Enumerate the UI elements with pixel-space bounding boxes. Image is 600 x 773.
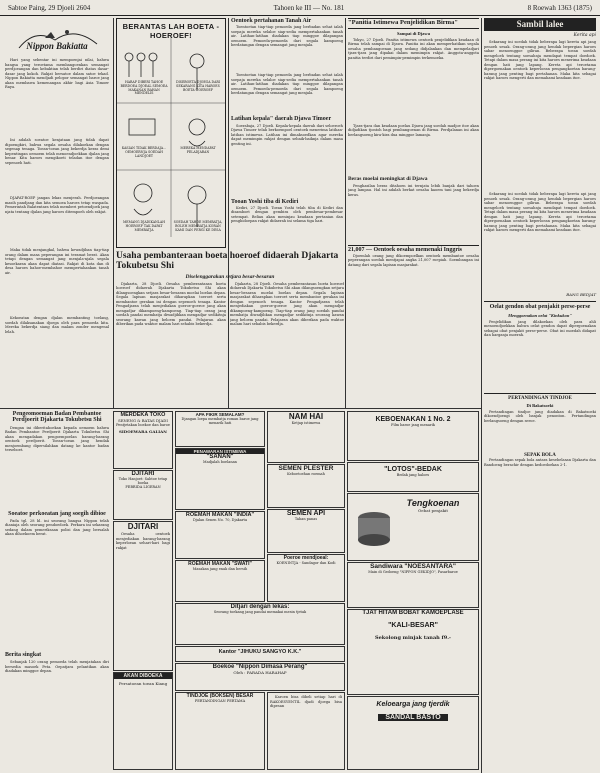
col4-body-3: Penghasilan beras ditahoen ini ternjata lebih banjak dari tahoen jang lampau. Hal ini adalah berkat oesaha kaoem tani jang bekerdja keras. [348,183,479,197]
bottom-headline-3: Berita singkat [5,651,42,658]
bottom-headline-2: Soeatoe perkoeatan jang soegih dibioe [8,510,106,517]
main-subhead: Diselenggarakan setjara besar-besaran [185,273,275,280]
ad-tjat-hitam: TJAT HITAM BOBAT KAMOEPLASE "KALI-BESAR" Sekolong minjak tanah f9.- [347,609,479,695]
col5-body-1b: Sekarang ini soedah tidak beberapa lagi kereta api jang penoeh sesak. Orang-orang jang hendak bepergian haroes sabar menoenggoe giliran. Beberapa toean soedah mengeloeh tentang soesahnja mendapat tempat doedoek. Tetapi dalam masa perang ini kita haroes menerima keadaan dengan hati jang lapang. Kereta api teroetama dipergoenakan oentoek keperloean pengangkoetan barang-barang jang penting bagi pertahanan. Maka kita sebagai rakjat haroes mengerti dan memahami keadaan itoe. [484,192,596,233]
column-rule [113,18,114,408]
col5-body-2: Penjelidikan jang dilakoekan oleh para ahli menoendjoekkan bahwa oelat gendon dapat dipergoenakan sebagai obat penjakit perse-perse. Obat ini moedah didapat dan harganja moerah. [484,319,596,338]
comic-caption-f: SOEDAH TAHOE MEMBATJA, BOLEH MEMBATJA KORAN KAMI DAN PERGI KE DESA [173,220,223,232]
col5-body-4: Pertandingan sepak bola antara kesebelasan Djakarta dan Bandoeng berachir dengan kedoedoekan 2-1. [484,458,596,467]
column-5 [484,18,596,530]
col3-body-1b: Toentoetan tiap-tiap pemoeda jang berbadan sehat ialah soepaja mereka selaloe siap-sedia mempertahankan tanah air. Latihan-latihan diadakan tiap minggoe dilapangan oemoem. Pemoeda-pemoeda dari segala kampoeng berdatangan dengan semangat jang menjala. [231,73,343,96]
comic-strip [116,18,226,248]
section-rule [0,408,481,409]
col3-headline-2: Latihan kepala" daerah Djawa Timoer [231,116,332,123]
ad-djitari-2: DJITARI Oesaha oentoek menjediakan barang-barang keperloean sehari-hari bagi rakjat [113,521,173,671]
col5-headline-2: Oelat gendon obat penjakit perse-perse [484,301,596,310]
column-1 [5,18,109,352]
masthead-title: Nippon Bakiatta [26,41,88,51]
col3-body-2: Soerabaja, 27 Djoeli. Kepala-kepala daerah dari seloeroeh Djawa Timoer telah berkoempoel oentoek menerima latihan-latihan istimewa. Latihan ini dimaksoedkan agar mereka dapat memimpin rakjat dengan sebaik-baiknja dalam masa genting ini. [231,123,343,146]
comic-caption-a: HARAP DIBERI TAHOE BERDOEA DJOEAL SEMOEA MAKANAN BAHAN MENDELIS [120,80,168,96]
col5-subhead-3: Di Bakatsoeki [526,402,554,408]
bird-illustration-icon [5,18,109,58]
comic-caption-e: MEMANG DJADIKANLAH HOEROEF TAK DAPAT MEMBATJA [123,220,165,232]
header-date: Sabtoe Paing, 29 Djoeli 2604 [8,3,91,12]
col5-body-1: Sekarang ini soedah tidak beberapa lagi kereta api jang penoeh sesak. Orang-orang jang hendak bepergian haroes sabar menoenggoe giliran. Beberapa toean soedah mengeloeh tentang soesahnja mendapat tempat doedoek. Tetapi dalam masa perang ini kita haroes menerima keadaan dengan hati jang lapang. Kereta api teroetama dipergoenakan oentoek keperloean pengangkoetan barang-barang jang penting bagi pertahanan. Maka kita sebagai rakjat haroes mengerti dan memahami keadaan itoe. [484,40,596,81]
col4-headline-1: "Panitia Istimewa Penjelidikan Birma" [348,18,479,29]
page-header [0,0,600,16]
bottom-body-1: Dengan ini diberitahoekan kepada oemoem bahwa Badan Pembantoe Perdjoerit Djakarta Tokubetsu Shi akan mengadakan pengoempoelan barang-barang oentoek perdjoerit. Toean-toean jang hendak menjoembang dipersilahkan datang ke kantor badan terseboet. [5,425,109,453]
col4-headline-2: Beras moelai meningkat di Djawa [348,175,428,182]
col3-headline-1: Oentoek pertahanan Tanah Air [231,18,312,24]
column-3 [231,18,343,242]
bottom-body-3: Sebanjak 120 orang pemoeda telah menjatakan diri bersedia masoek Peta. Oepatjara pelantikan akan diadakan minggoe depan. [5,660,109,674]
ad-poeroe-mendjoeal: Poeroe mendjoeal: KOENINTJA - Sandagor dan Kodi [267,554,345,602]
col4-body-2: Tjara-tjara dan keadaan poelau Djawa jang soedah madjoe itoe akan didjadikan tjontoh bagi pembangoenan di Birma. Perdjalanan ini akan berlangsoeng kira-kira dua minggoe lamanja. [348,123,479,137]
ad-keboenakan: KEBOENAKAN 1 No. 2 Film baroe jang menarik [347,411,479,461]
ad-roemah-makan-swati: ROEMAH MAKAN "SWATI" Masakan jang enak dan bersih [175,560,265,602]
ad-sandal-basto: Keloearga jang tjerdik SANDAL BASTO [347,696,479,770]
bottom-body-2: Pada tgl. 28 bl. ini seorang bangsa Nippon telah dianiaja oleh seorang pendoedoek. Perkara ini sekarang sedang dalam pemeriksaan polisi dan jang bersalah akan dihoekoem berat. [5,518,109,537]
column-rule [345,18,346,408]
main-headline: Usaha pembanteraan boeta hoeroef didaerah Djakarta Tokubetsu Shi [116,251,339,271]
column-title: Sambil lalee [484,18,596,31]
ad-djitari-1: DJITARI Toko Hanjoet: Sabtoe tetap boeka FEBRIDA LIGERAN [113,470,173,520]
col5-headline-4: SEPAK BOLA [524,452,556,458]
article-intro: Hari yang sebentar ini mempoenjai nilai, bahwa bangsa yang teroetama membangoenkan semangat perdjoeangan dan kebaktian telah berdiri diatas dasar-dasar jang kokoh. Rakjat bersatoe dalam satoe tekad. Nippon Bakiatta mendjadi pelopor semangat baroe jang akan membawa kemenangan akhir bagi Asia Timoer Raya. [5,58,109,89]
comic-caption-d: MEREKA MENDAPAT PELADJARAN [180,146,216,154]
bottom-column-1 [5,411,109,712]
comic-caption-b: DISEBOETA DJOEGA DARI SEKARANG KITA HAROES BOETA-HOEROEF [175,80,221,92]
col4-headline-3: 21,007 — Oentoek oesaha memenaki Inggris [348,245,479,253]
ad-boekoe-nippon: Boekoe "Nippon Dimasa Perang" Oleh : PARADA HARAHAP [175,663,345,691]
comic-panels [117,37,225,237]
masthead-illustration [5,18,109,58]
col4-body-4: Djoemlah oeang jang dikoempoelkan oentoek membantoe oesaha peperangan soedah mentjapai angka 21,007 roepiah. Soembangan ini datang dari segala lapisan masjarakat. [348,253,479,267]
column-dateline: Kerita api [573,33,596,39]
article-body-2: Ini adalah soeatoe kenjataan jang tidak dapat dipoengkiri, bahwa segala oesaha dilakoekan dengan segenap tenaga. Toean-toean jang bekerdja keras demi kepentingan oemoem telah menoendjoekkan djalan jang benar. Kita haroes mengikoeti teladan itoe dengan sepenoeh hati. [5,138,109,165]
col5-subhead-2: Menggoenakan oelat "Kinkukon" [508,312,572,318]
col5-headline-3: PERTANDINGAN TINDJOE [484,393,596,401]
ad-tengkoenan: Tengkoenan Oebat penjakit [347,493,479,561]
col3-headline-3: Tooan Yoshi tiba di Kediri [231,198,299,205]
ad-akan-diboeka: AKAN DIBOEKA Persatoean toean Kiang [113,672,173,770]
comic-title: BERANTAS LAH BOETA - HOEROEF! [122,22,220,40]
column-rule [481,18,482,773]
ad-ditjari: Ditjari dengan lekas: Seorang toekang jang pandai memakai mesin tjetak [175,603,345,645]
article-body-4: Maka tidak menjangkal, bahwa kewadjiban tiap-tiap orang dalam masa peperangan ini teramat berat. Akan tetapi dengan semangat jang menjala-njala segala kesoekaran akan dapat diatasi. Rakjat di kota dan di desa haroes bahoe-membahoe mempertahankan tanah air. [5,248,109,275]
main-article-body: Djakarta, 28 Djoeli. Oesaha pemberantasan boeta hoeroef didaerah Djakarta Tokubetsu Shi akan dilangsoengkan setjara besar-besaran moelai boelan depan. Segala lapisan masjarakat diharapkan toeroet serta membantoe gerakan ini dengan sepenoeh tenaga. Kantor Pengadjaran telah menjediakan goeroe-goeroe jang akan mengadjar dikampoeng-kampoeng. Tiap-tiap orang jang soedah pandai membatja diwadjibkan mengadjar sedikitnja seorang kawan jang beloem pandai. Pelajaran akan diberikan pada waktoe malam hari sehabis bekerdja. [116,281,226,327]
ad-nam-hai: NAM HAI Ketjap istimewa [267,411,345,463]
bottom-headline-1: Pengeomoeman Badan Pembantoe Perdjoerit Djakarta Tokubetsu Shi [12,411,102,424]
comic-caption-c: KASIAN TIDAK BERDAJA... OEMOERNJA SOEDAH LANDJOET [121,146,167,158]
ad-merdeka-toko: MERDEKA TOKO SENENG & BATAS DJADI Pentjetakan boekoe dan baroe SIDOEWARA GALIAN [113,411,173,469]
header-calendar: 8 Roewah 1363 (1875) [527,3,592,12]
ad-misc: TINDJOE (BOKSEN) BESAR PERTANDINGAN PERTAMA [175,692,265,770]
col3-body-1: Toentoetan tiap-tiap pemoeda jang berbadan sehat ialah soepaja mereka selaloe siap-sedia mempertahankan tanah air. Latihan-latihan diadakan tiap minggoe dilapangan oemoem. Pemoeda-pemoeda dari segala kampoeng berdatangan dengan semangat jang menjala. [231,25,343,48]
header-issue: Tahoen ke III — No. 181 [273,3,345,12]
article-body-3: DJAPAT-ROEP jangan lekas menjerah. Perdjoeangan masih pandjang dan kita semoea haroes tetap waspada. Pemerintah Balatentara telah memberi petoendjoek jang njata tentang djalan jang haroes ditempoeh oleh rakjat. [5,196,109,214]
product-tin-icon [354,508,394,548]
ad-roemah-makan-india: ROEMAH MAKAN "INDIA" Djalan Senen No. 70, Djakarta [175,511,265,559]
column-signature: BANG BEDJAT [566,292,596,298]
ad-semen-plester: SEMEN PLESTER Keboetoehan roemah [267,464,345,508]
column-4 [348,18,479,332]
ad-jihuku-sangyo: Kantor "JIHUKU SANGYO K.K." [175,646,345,662]
main-article [116,252,344,400]
column-2 [116,18,226,248]
ad-lotos-bedak: "LOTOS"-BEDAK Bedak jang haloes [347,462,479,492]
article-body-5: Kekoeatan dengan djalan membanting toelang, soedah dilaksanakan djoega oleh para pemoeda kita. Mereka bekerdja siang dan malam zonder mengenal lelah. [5,316,109,334]
ad-karoen: Karoen bisa dibeli setiap hari di RAKOESYENTIL djadi djoega bisa dipesan [267,692,345,770]
ad-penawaran: PENAWARAN ISTIMEWA "SANAN" Madjalah boelanan [175,448,265,510]
col4-body-1: Tokyo, 27 Djoeli. Panitia istimewa oentoek penjelidikan keadaan di Birma telah sampai di Djawa. Panitia ini akan memperhatikan segala oesaha pembangoenan jang sedang didjalankan dan mempeladjari tjara-tjara jang dipakai dalam memimpin rakjat. Anggota-anggota panitia terdiri dari pemimpin-pemimpin terkemoeka. [348,37,479,60]
ad-sandiwara: Sandiwara "NOESANTARA" Main di Gedoeng "NIPPON GEKIDJO", Pasarbaroe [347,562,479,608]
ad-apa-fikir: APA FIKIR SEMALAM? Djangan loepa membatja roman baroe jang menarik hati [175,411,265,447]
col4-subhead-1: Sampai di Djawa [396,30,430,36]
ad-semen-api: SEMEN API Tahan panas [267,509,345,553]
col5-body-3: Pertandingan tindjoe jang diadakan di Bakatsoeki dikoendjoengi oleh banjak penonton. Pertandingan berlangsoeng dengan seroe. [484,409,596,423]
main-article-body-cont: Djakarta, 28 Djoeli. Oesaha pemberantasan boeta hoeroef didaerah Djakarta Tokubetsu Shi akan dilangsoengkan setjara besar-besaran moelai boelan depan. Segala lapisan masjarakat diharapkan toeroet serta membantoe gerakan ini dengan sepenoeh tenaga. Kantor Pengadjaran telah menjediakan goeroe-goeroe jang akan mengadjar dikampoeng-kampoeng. Tiap-tiap orang jang soedah pandai membatja diwadjibkan mengadjar sedikitnja seorang kawan jang beloem pandai. Pelajaran akan diberikan pada waktoe malam hari sehabis bekerdja. [230,281,344,327]
col3-body-3: Kediri, 27 Djoeli. Toean Yoshi telah tiba di Kediri dan disamboet dengan gembira oleh pembesar-pembesar setempat. Beliau akan meninjau keadaan pertanian dan penghidoepan rakjat didaerah ini selama tiga hari. [231,205,343,224]
